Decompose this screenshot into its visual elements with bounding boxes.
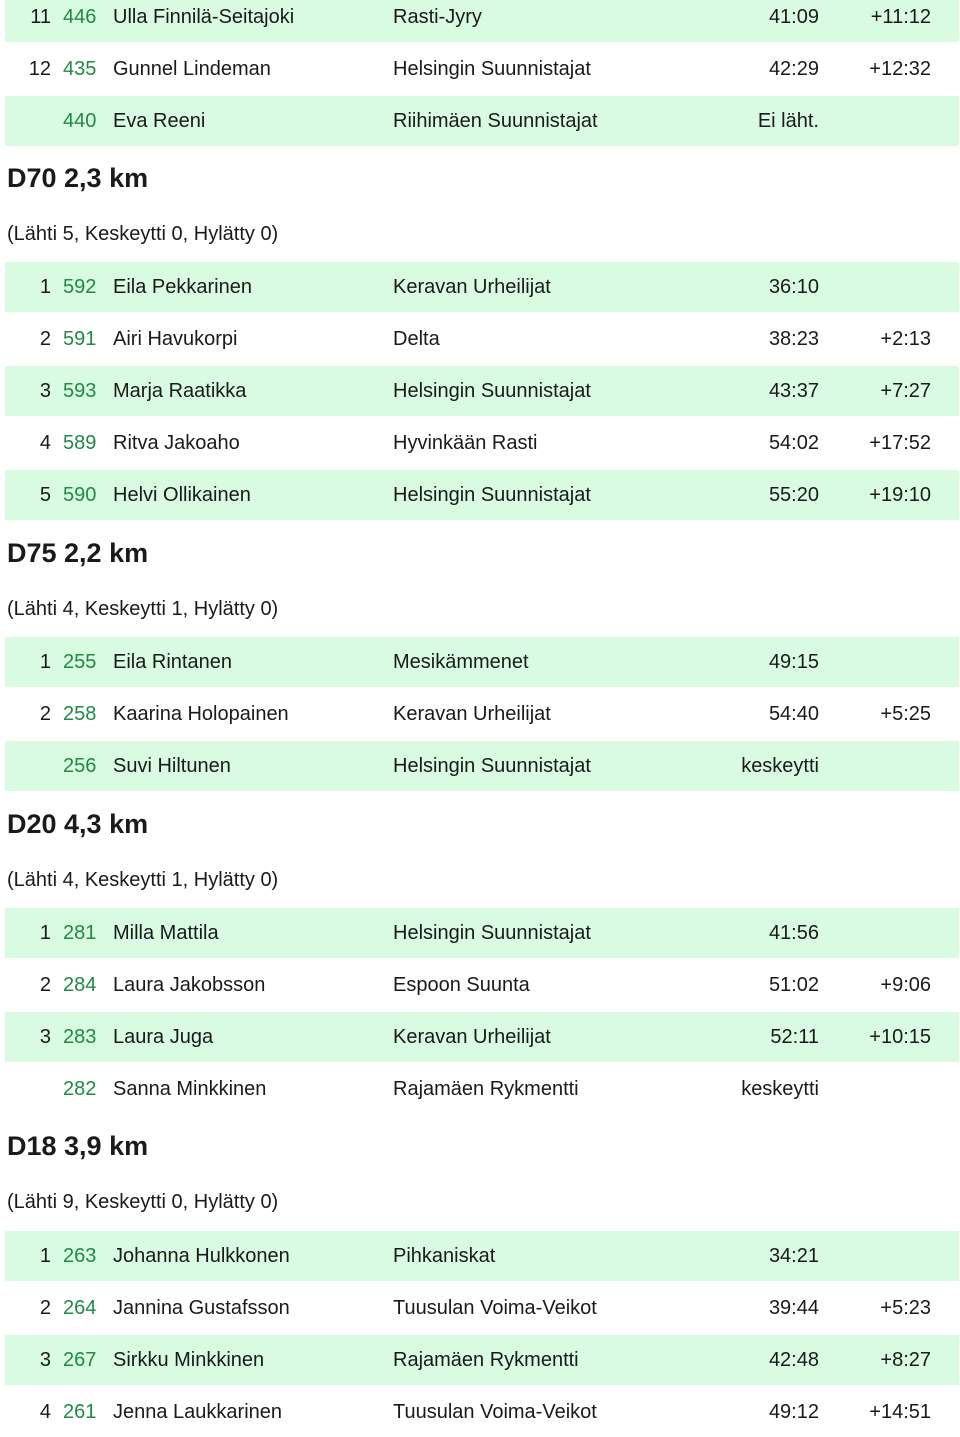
result-row [5,470,959,520]
finish-time: Ei läht. [757,110,819,132]
time-behind: +19:10 [869,484,931,506]
finish-time: 41:56 [768,922,819,944]
result-row [5,96,959,146]
placement: 1 [39,651,51,673]
runner-name: Milla Mattila [113,922,219,944]
runner-name: Eva Reeni [113,110,206,132]
result-row [5,1283,959,1333]
result-row [5,418,959,468]
bib-number: 435 [63,58,97,80]
bib-number: 440 [63,110,97,132]
bib-number: 283 [63,1026,97,1048]
class-heading: D70 2,3 km [7,163,149,193]
club-name: Rasti-Jyry [393,6,482,28]
time-behind: +14:51 [869,1401,931,1423]
club-name: Keravan Urheilijat [393,276,551,298]
club-name: Delta [393,328,440,350]
result-row [5,1231,959,1281]
runner-name: Johanna Hulkkonen [113,1245,290,1267]
finish-time: 36:10 [768,276,819,298]
result-row [5,960,959,1010]
time-behind: +5:23 [880,1297,931,1319]
bib-number: 284 [63,974,97,996]
club-name: Rajamäen Rykmentti [393,1078,579,1100]
club-name: Riihimäen Suunnistajat [393,110,598,132]
class-stats: (Lähti 4, Keskeytti 1, Hylätty 0) [7,869,279,891]
result-row [5,637,959,687]
placement: 1 [39,276,51,298]
finish-time: 42:48 [768,1349,819,1371]
finish-time: 54:02 [768,432,819,454]
runner-name: Jannina Gustafsson [113,1297,290,1319]
runner-name: Laura Juga [113,1026,214,1048]
finish-time: 42:29 [768,58,819,80]
bib-number: 593 [63,380,97,402]
finish-time: 39:44 [768,1297,819,1319]
result-row [5,366,959,416]
runner-name: Marja Raatikka [113,380,247,402]
finish-time: 41:09 [768,6,819,28]
club-name: Keravan Urheilijat [393,703,551,725]
time-behind: +2:13 [880,328,931,350]
placement: 3 [39,1026,51,1048]
time-behind: +7:27 [880,380,931,402]
finish-time: 52:11 [770,1026,819,1048]
bib-number: 256 [63,755,97,777]
runner-name: Airi Havukorpi [113,328,238,350]
bib-number: 592 [63,276,97,298]
placement: 3 [39,380,51,402]
result-row [5,908,959,958]
time-behind: +11:12 [870,6,931,28]
class-stats: (Lähti 4, Keskeytti 1, Hylätty 0) [7,598,279,620]
time-behind: +10:15 [869,1026,931,1048]
result-row [5,44,959,94]
club-name: Helsingin Suunnistajat [393,922,591,944]
result-row [5,1335,959,1385]
club-name: Espoon Suunta [393,974,530,996]
finish-time: 43:37 [768,380,819,402]
club-name: Rajamäen Rykmentti [393,1349,579,1371]
placement: 2 [39,328,51,350]
club-name: Keravan Urheilijat [393,1026,551,1048]
bib-number: 264 [63,1297,97,1319]
bib-number: 261 [63,1401,97,1423]
result-row [5,262,959,312]
time-behind: +17:52 [869,432,931,454]
finish-time: 49:12 [768,1401,819,1423]
runner-name: Kaarina Holopainen [113,703,289,725]
runner-name: Sirkku Minkkinen [113,1349,265,1371]
result-row [5,741,959,791]
time-behind: +8:27 [880,1349,931,1371]
class-stats: (Lähti 9, Keskeytti 0, Hylätty 0) [7,1191,279,1213]
bib-number: 282 [63,1078,97,1100]
club-name: Pihkaniskat [393,1245,496,1267]
club-name: Hyvinkään Rasti [393,432,538,454]
class-heading: D20 4,3 km [7,809,149,839]
placement: 5 [39,484,51,506]
runner-name: Suvi Hiltunen [113,755,231,777]
placement: 3 [39,1349,51,1371]
finish-time: 49:15 [768,651,819,673]
runner-name: Ritva Jakoaho [113,432,240,454]
runner-name: Laura Jakobsson [113,974,266,996]
club-name: Helsingin Suunnistajat [393,380,591,402]
club-name: Helsingin Suunnistajat [393,484,591,506]
placement: 2 [39,1297,51,1319]
runner-name: Helvi Ollikainen [113,484,251,506]
result-row [5,689,959,739]
placement: 11 [30,6,51,28]
time-behind: +12:32 [869,58,931,80]
finish-time: keskeytti [741,755,819,777]
bib-number: 267 [63,1349,97,1371]
finish-time: 54:40 [768,703,819,725]
time-behind: +5:25 [880,703,931,725]
time-behind: +9:06 [880,974,931,996]
placement: 12 [28,58,51,80]
result-row [5,1064,959,1114]
club-name: Helsingin Suunnistajat [393,58,591,80]
runner-name: Jenna Laukkarinen [113,1401,283,1423]
result-row [5,0,959,42]
result-row [5,314,959,364]
finish-time: 34:21 [768,1245,819,1267]
bib-number: 255 [63,651,97,673]
finish-time: 38:23 [768,328,819,350]
finish-time: keskeytti [741,1078,819,1100]
placement: 4 [39,1401,51,1423]
club-name: Helsingin Suunnistajat [393,755,591,777]
placement: 1 [39,922,51,944]
club-name: Tuusulan Voima-Veikot [393,1297,597,1319]
runner-name: Eila Rintanen [113,651,232,673]
result-row [5,1012,959,1062]
runner-name: Ulla Finnilä-Seitajoki [113,6,295,28]
bib-number: 281 [63,922,97,944]
finish-time: 55:20 [768,484,819,506]
bib-number: 446 [63,6,97,28]
placement: 1 [39,1245,51,1267]
runner-name: Gunnel Lindeman [113,58,271,80]
class-heading: D75 2,2 km [7,538,149,568]
bib-number: 591 [63,328,97,350]
club-name: Mesikämmenet [393,651,529,673]
placement: 2 [39,974,51,996]
bib-number: 590 [63,484,97,506]
club-name: Tuusulan Voima-Veikot [393,1401,597,1423]
finish-time: 51:02 [768,974,819,996]
bib-number: 263 [63,1245,97,1267]
runner-name: Sanna Minkkinen [113,1078,267,1100]
class-heading: D18 3,9 km [7,1131,149,1161]
class-stats: (Lähti 5, Keskeytti 0, Hylätty 0) [7,223,279,245]
bib-number: 589 [63,432,97,454]
result-row [5,1387,959,1437]
runner-name: Eila Pekkarinen [113,276,252,298]
placement: 4 [39,432,51,454]
bib-number: 258 [63,703,97,725]
placement: 2 [39,703,51,725]
